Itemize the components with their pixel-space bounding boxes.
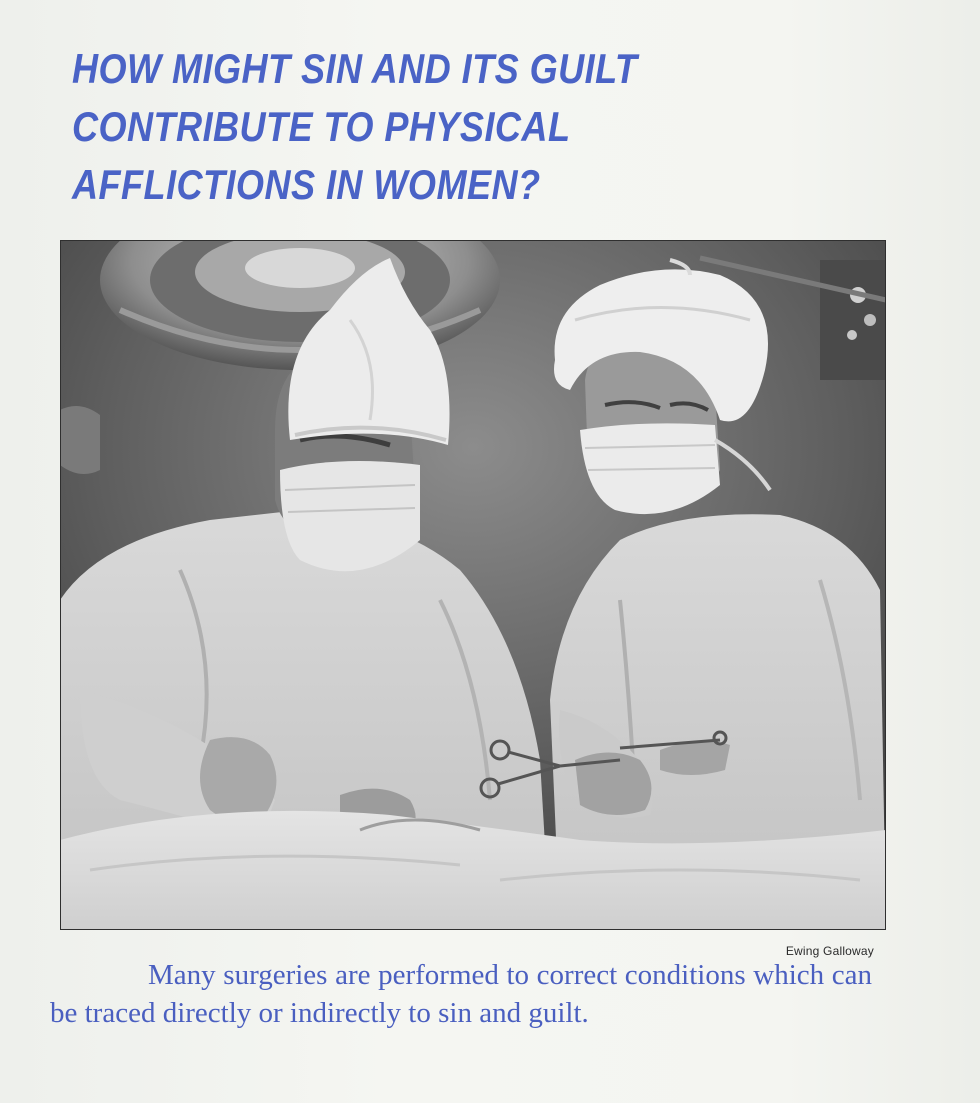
- heading-line-3: AFFLICTIONS IN WOMEN?: [72, 161, 541, 208]
- photo-credit: Ewing Galloway: [785, 944, 874, 958]
- heading-line-1: HOW MIGHT SIN AND ITS GUILT: [72, 45, 638, 92]
- surgery-photo: [60, 240, 886, 930]
- photo-caption: Many surgeries are performed to correct conditions which can be traced directly or indirectly to sin and guilt.: [50, 959, 872, 1029]
- page-heading: [72, 40, 691, 214]
- heading-line-2: CONTRIBUTE TO PHYSICAL: [72, 103, 571, 150]
